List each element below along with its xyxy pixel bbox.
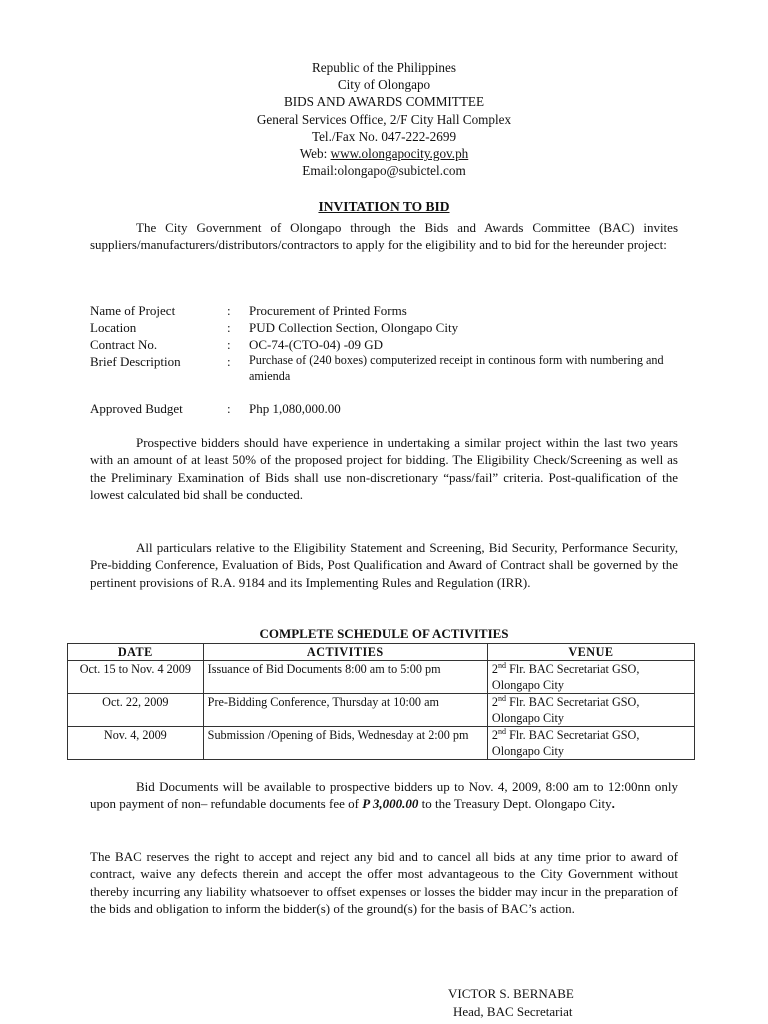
header-venue: VENUE xyxy=(487,644,694,661)
location-value: PUD Collection Section, Olongapo City xyxy=(249,320,459,335)
schedule-activity: Submission /Opening of Bids, Wednesday at 2:00 pm xyxy=(203,727,487,760)
approved-budget-row xyxy=(90,401,341,417)
table-row xyxy=(68,694,695,727)
letterhead xyxy=(0,59,768,179)
venue-text: Flr. BAC Secretariat GSO, Olongapo City xyxy=(491,662,640,692)
venue-floor: 2 xyxy=(491,695,499,709)
project-details xyxy=(90,302,690,384)
schedule-activity: Issuance of Bid Documents 8:00 am to 5:00 pm xyxy=(203,661,487,694)
header-activities: ACTIVITIES xyxy=(203,644,487,661)
letterhead-phone: Tel./Fax No. 047-222-2699 xyxy=(311,128,457,144)
header-date: DATE xyxy=(68,644,204,661)
location-row xyxy=(90,319,690,336)
table-row xyxy=(68,661,695,694)
schedule-header-row xyxy=(68,644,695,661)
schedule-date: Nov. 4, 2009 xyxy=(68,727,204,760)
venue-floor: 2 xyxy=(491,662,499,676)
budget-label: Approved Budget xyxy=(90,401,183,416)
colon: : xyxy=(227,303,231,318)
signatory-position: Head, BAC Secretariat xyxy=(453,1004,573,1019)
project-name-row xyxy=(90,302,690,319)
schedule-table xyxy=(67,643,695,760)
signature-block xyxy=(448,985,574,1021)
project-name-value: Procurement of Printed Forms xyxy=(249,303,407,318)
documents-text: Bid Documents will be available to prospective bidders up to Nov. 4, 2009, 8:00 am to 12:00nn only upon payment of non– refundable documents fee of xyxy=(90,779,678,812)
document-title: INVITATION TO BID xyxy=(318,199,450,214)
letterhead-office: General Services Office, 2/F City Hall Complex xyxy=(256,111,512,127)
schedule-date: Oct. 15 to Nov. 4 2009 xyxy=(68,661,204,694)
colon: : xyxy=(227,337,231,352)
schedule-title: COMPLETE SCHEDULE OF ACTIVITIES xyxy=(259,626,509,641)
project-name-label: Name of Project xyxy=(90,303,176,318)
intro-paragraph: The City Government of Olongapo through the Bids and Awards Committee (BAC) invites suppliers/manufacturers/distributors/contractors to apply for the eligibility and to bid for the hereunder project: xyxy=(90,220,678,253)
venue-floor-suffix: nd xyxy=(498,726,507,736)
letterhead-city: City of Olongapo xyxy=(337,77,431,93)
venue-floor: 2 xyxy=(491,728,499,742)
venue-text: Flr. BAC Secretariat GSO, Olongapo City xyxy=(491,728,640,758)
venue-floor-suffix: nd xyxy=(498,693,507,703)
schedule-venue xyxy=(487,727,694,760)
documents-period: . xyxy=(611,796,615,812)
schedule-venue xyxy=(487,661,694,694)
web-label: Web: xyxy=(299,146,331,162)
description-label: Brief Description xyxy=(90,354,181,369)
description-row xyxy=(90,353,690,384)
documents-paragraph xyxy=(90,778,678,813)
particulars-paragraph: All particulars relative to the Eligibility Statement and Screening, Bid Security, Performance Security, Pre-bidding Conference, Evaluation of Bids, Post Qualification and Award of Contract shall be governed by the pertinent provisions of R.A. 9184 and its Implementing Rules and Regulation (IRR). xyxy=(90,540,678,590)
venue-text: Flr. BAC Secretariat GSO, Olongapo City xyxy=(491,695,640,725)
colon: : xyxy=(227,401,231,416)
contract-label: Contract No. xyxy=(90,337,158,352)
schedule-venue xyxy=(487,694,694,727)
schedule-date: Oct. 22, 2009 xyxy=(68,694,204,727)
venue-floor-suffix: nd xyxy=(498,660,507,670)
letterhead-email: Email:olongapo@subictel.com xyxy=(302,163,466,179)
letterhead-web xyxy=(0,145,768,162)
letterhead-republic: Republic of the Philippines xyxy=(312,60,456,75)
colon: : xyxy=(227,320,231,335)
schedule-activity: Pre-Bidding Conference, Thursday at 10:00 am xyxy=(203,694,487,727)
description-value: Purchase of (240 boxes) computerized receipt in continous form with numbering and amienda xyxy=(249,353,664,383)
web-link[interactable]: www.olongapocity.gov.ph xyxy=(330,146,469,162)
table-row xyxy=(68,727,695,760)
location-label: Location xyxy=(90,320,137,335)
reserve-paragraph: The BAC reserves the right to accept and reject any bid and to cancel all bids at any time prior to award of contract, waive any defects therein and accept the offer most advantageous to the City Government without thereby incurring any liability whatsoever to offset expenses or losses the bidder may incur in the preparation of the bids and obligation to inform the bidder(s) of the ground(s) for the basis of BAC’s action. xyxy=(90,849,678,917)
contract-value: OC-74-(CTO-04) -09 GD xyxy=(249,337,384,352)
colon: : xyxy=(227,354,231,369)
contract-row xyxy=(90,336,690,353)
signatory-name: VICTOR S. BERNABE xyxy=(448,986,574,1001)
letterhead-committee: BIDS AND AWARDS COMMITTEE xyxy=(283,94,485,110)
budget-value: Php 1,080,000.00 xyxy=(249,401,341,416)
documents-fee: P 3,000.00 xyxy=(362,796,419,812)
documents-treasury: to the Treasury Dept. Olongapo City xyxy=(418,796,612,812)
experience-paragraph: Prospective bidders should have experience in undertaking a similar project within the last two years with an amount of at least 50% of the proposed project for bidding. The Eligibility Check/Screening as well as the Preliminary Examination of Bids shall use non-discretionary “pass/fail” criteria. Post-qualification of the lowest calculated bid shall be conducted. xyxy=(90,435,678,503)
